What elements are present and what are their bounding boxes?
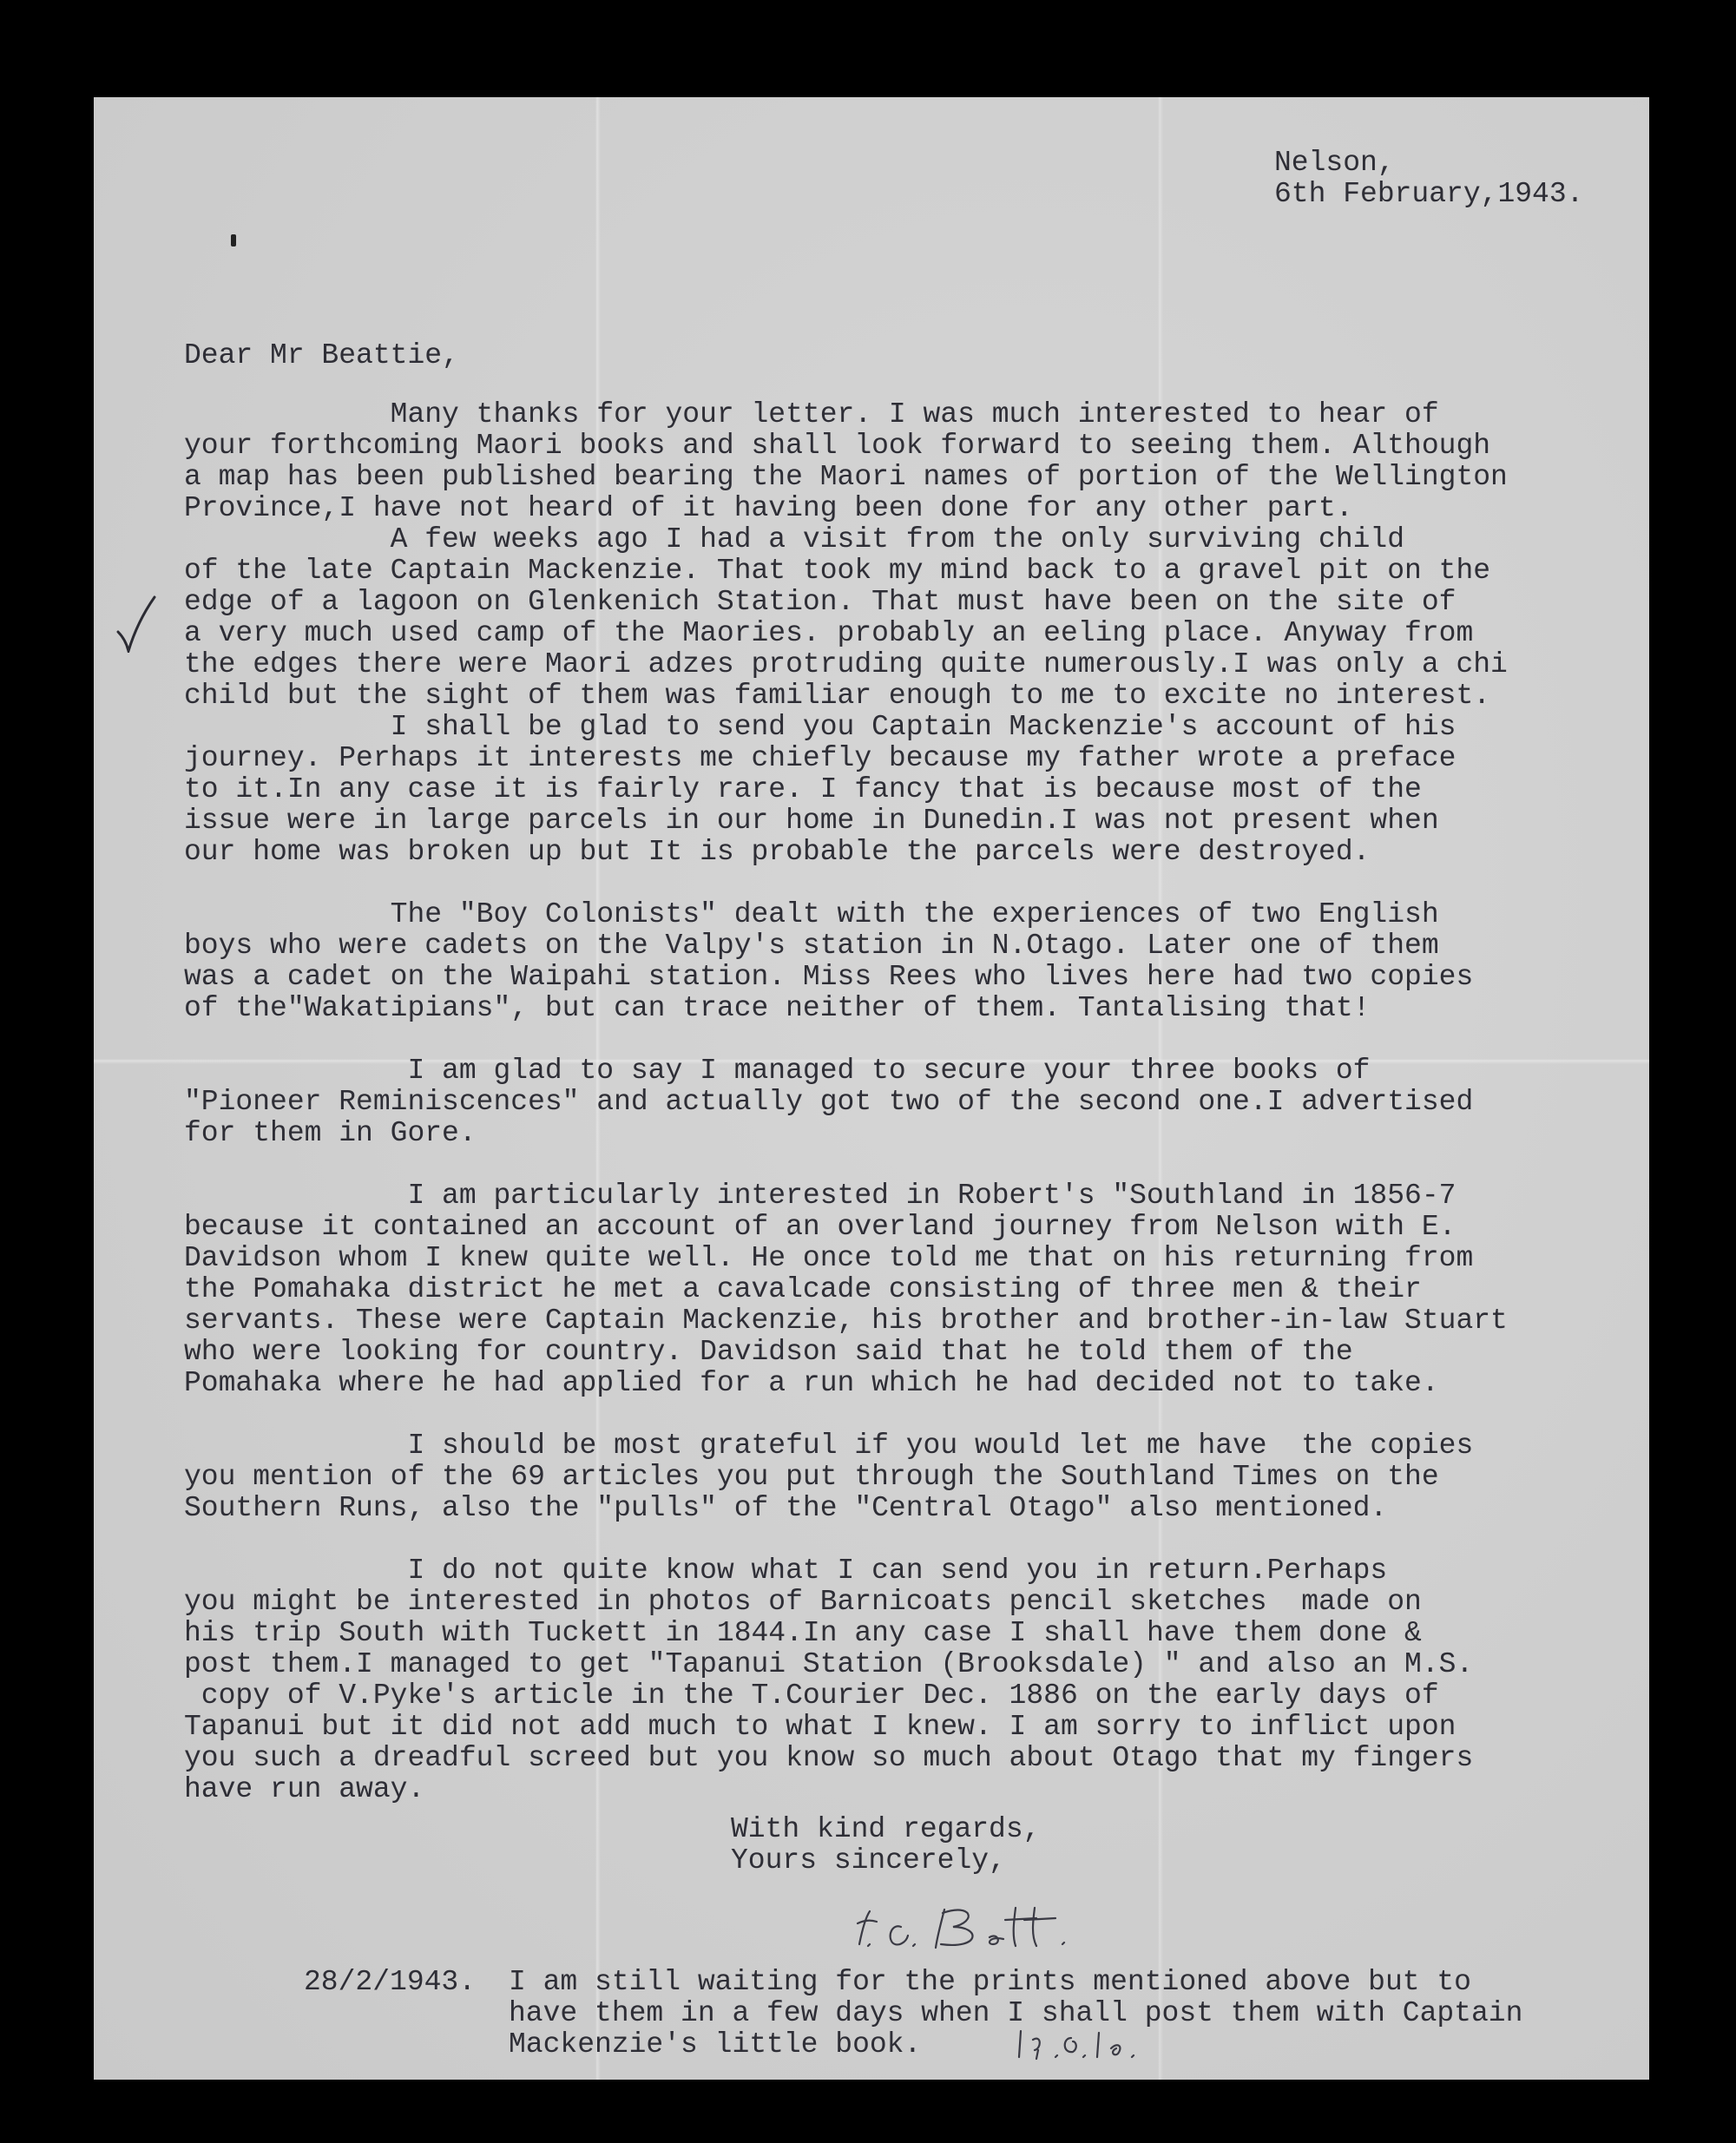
body-line: A few weeks ago I had a visit from the only surviving child <box>184 523 1405 555</box>
tick-mark-icon <box>116 595 156 653</box>
postscript-line: I am still waiting for the prints mentioned above but to <box>509 1966 1471 1998</box>
body-line: Many thanks for your letter. I was much interested to hear of <box>184 398 1439 431</box>
ink-speck <box>231 234 236 247</box>
body-line: to it.In any case it is fairly rare. I fancy that is because most of the <box>184 773 1422 805</box>
body-line: who were looking for country. Davidson said that he told them of the <box>184 1336 1353 1368</box>
body-line: I am particularly interested in Robert's "Southland in 1856-7 <box>184 1180 1457 1212</box>
body-line: for them in Gore. <box>184 1117 477 1149</box>
body-line: Davidson whom I knew quite well. He once told me that on his returning from <box>184 1242 1474 1274</box>
paragraph <box>184 899 1642 1024</box>
body-line: The "Boy Colonists" dealt with the experiences of two English <box>184 898 1439 930</box>
body-line: issue were in large parcels in our home in Dunedin.I was not present when <box>184 805 1439 837</box>
body-line: a map has been published bearing the Maori names of portion of the Wellington <box>184 461 1508 493</box>
body-line: his trip South with Tuckett in 1844.In any case I shall have them done & <box>184 1617 1422 1649</box>
body-line: the edges there were Maori adzes protruding quite numerously.I was only a chi <box>184 648 1508 680</box>
body-line: "Pioneer Reminiscences" and actually got two of the second one.I advertised <box>184 1086 1474 1118</box>
postscript-date: 28/2/1943. <box>304 1966 477 1998</box>
body-line: copy of V.Pyke's article in the T.Courier Dec. 1886 on the early days of <box>184 1680 1439 1712</box>
salutation: Dear Mr Beattie, <box>184 339 459 371</box>
paragraph <box>184 399 1642 868</box>
body-line: because it contained an account of an overland journey from Nelson with E. <box>184 1211 1457 1243</box>
place: Nelson, <box>1274 147 1395 179</box>
body-line: Southern Runs, also the "pulls" of the "Central Otago" also mentioned. <box>184 1492 1388 1524</box>
date: 6th February,1943. <box>1274 178 1584 210</box>
letter-body <box>184 399 1642 1805</box>
body-line: journey. Perhaps it interests me chiefly because my father wrote a preface <box>184 742 1457 774</box>
closing-line-2: Yours sincerely, <box>731 1844 1006 1877</box>
body-line: you such a dreadful screed but you know so much about Otago that my fingers <box>184 1742 1474 1774</box>
body-line: I am glad to say I managed to secure your three books of <box>184 1055 1371 1087</box>
body-line: a very much used camp of the Maories. probably an eeling place. Anyway from <box>184 617 1474 649</box>
postscript-line: have them in a few days when I shall post them with Captain <box>509 1997 1523 2029</box>
body-line: you mention of the 69 articles you put through the Southland Times on the <box>184 1461 1439 1493</box>
paragraph <box>184 1180 1642 1399</box>
body-line: post them.I managed to get "Tapanui Station (Brooksdale) " and also an M.S. <box>184 1648 1474 1680</box>
body-line: the Pomahaka district he met a cavalcade consisting of three men & their <box>184 1273 1422 1305</box>
closing <box>731 1814 1040 1877</box>
body-line: of the"Wakatipians", but can trace neither of them. Tantalising that! <box>184 992 1371 1024</box>
body-line: Tapanui but it did not add much to what I knew. I am sorry to inflict upon <box>184 1711 1457 1743</box>
body-line: you might be interested in photos of Barnicoats pencil sketches made on <box>184 1586 1422 1618</box>
body-line: of the late Captain Mackenzie. That took my mind back to a gravel pit on the <box>184 555 1491 587</box>
paragraph-gap <box>184 1399 1642 1430</box>
body-line: Province,I have not heard of it having been done for any other part. <box>184 492 1353 524</box>
body-line: I do not quite know what I can send you in return.Perhaps <box>184 1555 1388 1587</box>
paragraph-gap <box>184 1024 1642 1055</box>
body-line: I shall be glad to send you Captain Mackenzie's account of his <box>184 711 1457 743</box>
body-line: edge of a lagoon on Glenkenich Station. That must have been on the site of <box>184 586 1457 618</box>
paragraph <box>184 1055 1642 1149</box>
closing-line-1: With kind regards, <box>731 1813 1041 1845</box>
body-line: have run away. <box>184 1773 425 1805</box>
body-line: boys who were cadets on the Valpy's station in N.Otago. Later one of them <box>184 930 1439 962</box>
paragraph <box>184 1555 1642 1805</box>
paragraph-gap <box>184 1149 1642 1180</box>
postscript-handwritten-mark <box>1016 2022 1189 2062</box>
paragraph <box>184 1430 1642 1524</box>
body-line: I should be most grateful if you would let me have the copies <box>184 1430 1474 1462</box>
body-line: our home was broken up but It is probable the parcels were destroyed. <box>184 836 1371 868</box>
body-line: servants. These were Captain Mackenzie, his brother and brother-in-law Stuart <box>184 1305 1508 1337</box>
body-line: Pomahaka where he had applied for a run which he had decided not to take. <box>184 1367 1439 1399</box>
body-line: child but the sight of them was familiar enough to me to excite no interest. <box>184 680 1491 712</box>
body-line: your forthcoming Maori books and shall look forward to seeing them. Although <box>184 430 1491 462</box>
postscript-line: Mackenzie's little book. <box>509 2028 922 2061</box>
paragraph-gap <box>184 1524 1642 1555</box>
paragraph-gap <box>184 868 1642 899</box>
handwritten-signature <box>851 1892 1163 1962</box>
letter-heading <box>1274 148 1583 210</box>
body-line: was a cadet on the Waipahi station. Miss Rees who lives here had two copies <box>184 961 1474 993</box>
